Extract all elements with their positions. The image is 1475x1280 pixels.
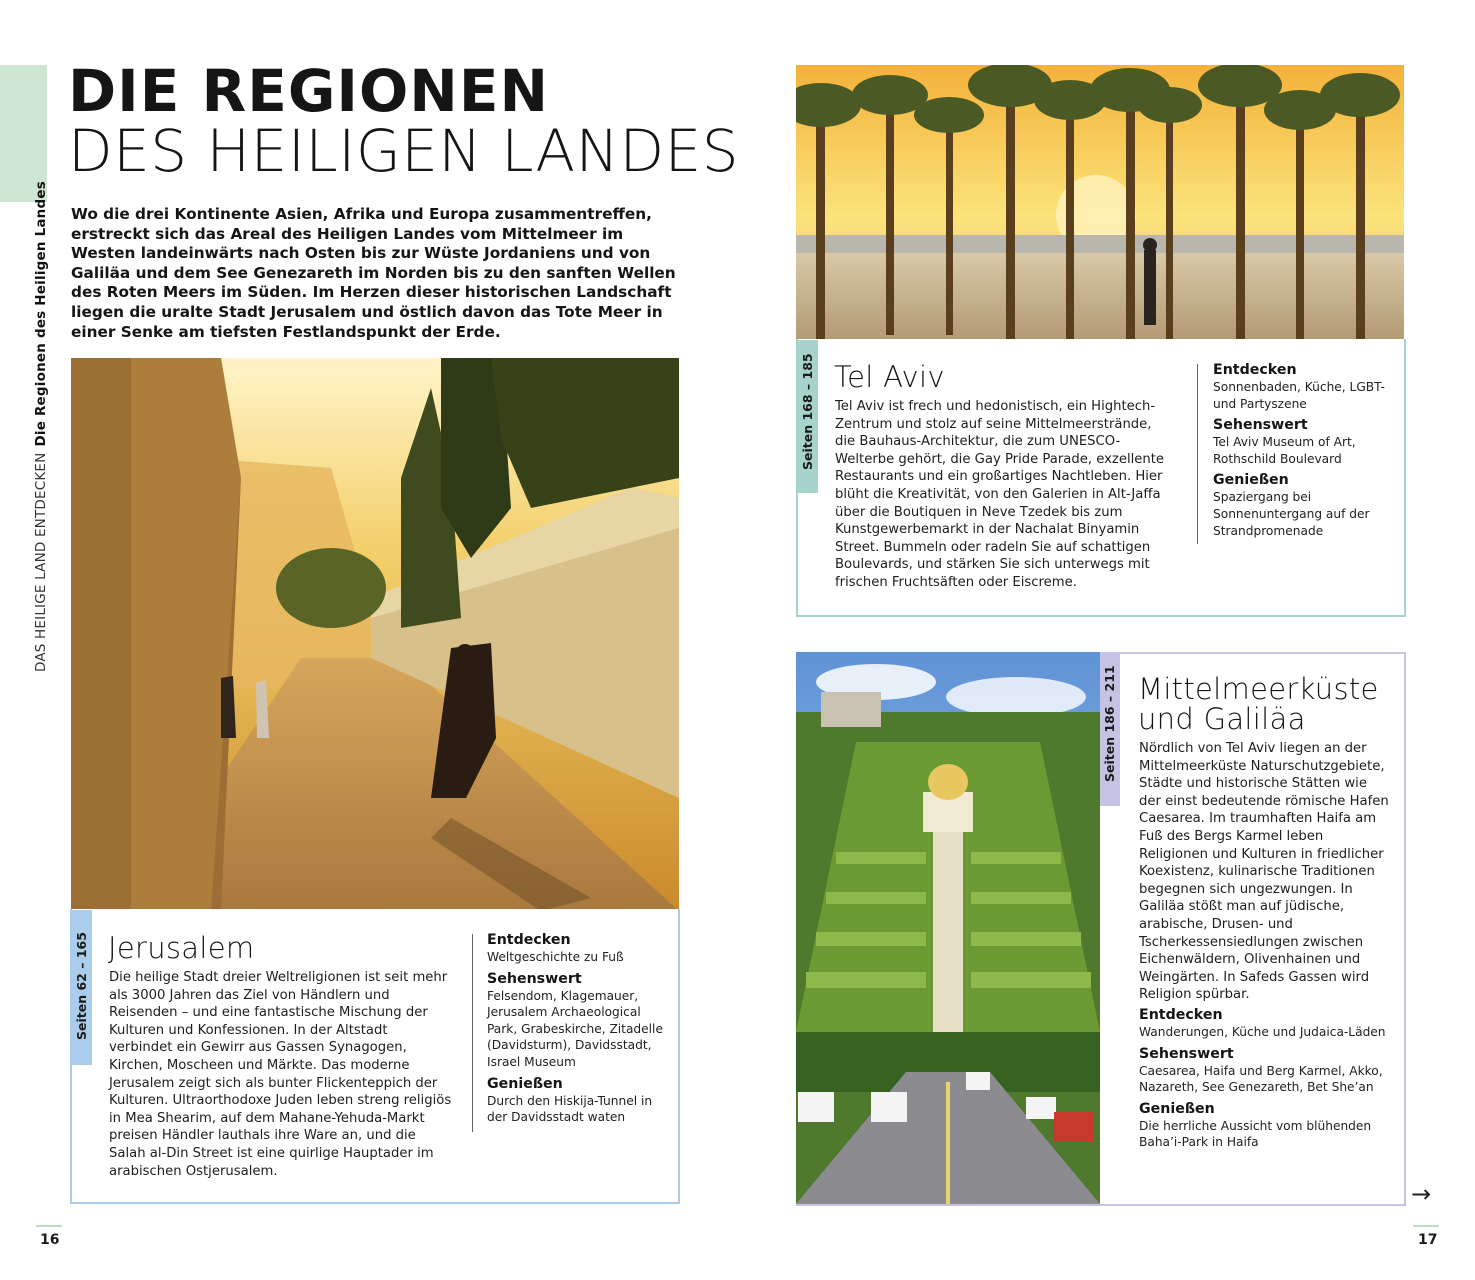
page-left-rule — [36, 1225, 62, 1227]
galilaea-h-entdecken: Entdecken — [1139, 1007, 1223, 1023]
telaviv-divider — [1197, 364, 1198, 544]
running-head — [33, 181, 49, 672]
jerusalem-h-entdecken: Entdecken — [487, 932, 571, 948]
jerusalem-divider — [472, 934, 473, 1132]
jerusalem-h-sehenswert: Sehenswert — [487, 970, 582, 987]
galilaea-pages-label: Seiten 186 – 211 — [1102, 665, 1117, 782]
telaviv-h-geniessen: Genießen — [1213, 472, 1289, 489]
page-title-line2: DES HEILIGEN LANDES — [68, 117, 740, 185]
section-label: Die Regionen des Heiligen Landes — [33, 181, 49, 447]
jerusalem-photo — [71, 358, 679, 911]
galilaea-title-line2: und Galiläa — [1138, 702, 1306, 736]
galilaea-t-entdecken: Wanderungen, Küche und Judaica-Läden — [1139, 1025, 1386, 1039]
haifa-photo — [796, 652, 1100, 1204]
telaviv-h-entdecken: Entdecken — [1213, 362, 1297, 378]
jerusalem-body: Die heilige Stadt dreier Weltreligionen ist seit mehr als 3000 Jahren das Ziel von Händlern und Reisenden – und eine fantastische Mischung der Kulturen und Konfessionen. In der Altstadt verbindet ein Gewirr aus Gassen Synagogen, Kirchen, Moscheen und Märkte. Das moderne Jerusalem zeigt sich als bunter Flickenteppich der Kulturen. Ultraorthodoxe Juden leben streng religiös in Mea Shearim, auf dem Mahane-Yehuda-Markt preisen Händler lauthals ihre Ware an, und die Salah al-Din Street ist eine quirlige Hauptader im arabischen Ostjerusalem. — [109, 970, 452, 1179]
telaviv-h-sehenswert: Sehenswert — [1213, 417, 1308, 434]
galilaea-info — [1139, 1007, 1394, 1156]
jerusalem-info — [487, 932, 667, 1131]
telaviv-t-geniessen: Spaziergang bei Sonnenuntergang auf der Strandpromenade — [1213, 490, 1370, 538]
telaviv-body: Tel Aviv ist frech und hedonistisch, ein Hightech-Zentrum und stolz auf seine Mittelmeerstrände, die Bauhaus-Architektur, die zum UNESCO-Welterbe gehört, die Gay Pride Parade, exzellente Restaurants und ein großartiges Nachtleben. Hier blüht die Kreativität, von den Galerien in Alt-Jaffa über die Boutiquen in Neve Tzedek bis zum Kunstgewerbemarkt in der Nachalat Binyamin Street. Bummeln oder radeln Sie auf schattigen Boulevards, und stärken Sie sich unterwegs mit frischen Fruchtsäften oder Eiscreme. — [835, 399, 1165, 590]
jerusalem-pages-label: Seiten 62 – 165 — [74, 932, 89, 1040]
page-number-right: 17 — [1418, 1232, 1438, 1248]
jerusalem-t-sehenswert: Felsendom, Klagemauer, Jerusalem Archaeological Park, Grabeskirche, Zitadelle (Davidsturm), Davidsstadt, Israel Museum — [487, 988, 663, 1069]
galilaea-title-line1: Mittelmeerküste — [1138, 672, 1379, 706]
galilaea-body: Nördlich von Tel Aviv liegen an der Mittelmeerküste Naturschutzgebiete, Städte und historische Stätten wie der einst bedeutende römische Hafen Caesarea. Im traumhaften Haifa am Fuß des Bergs Karmel leben Religionen und Kulturen in friedlicher Koexistenz, kulinarische Traditionen begegnen sich ungezwungen. In Galiläa stößt man auf jüdische, arabische, Drusen- und Tscherkessensiedlungen zwischen Eichenwäldern, Olivenhainen und Weingärten. In Safeds Gassen wird Religion spürbar. — [1139, 741, 1389, 1003]
chapter-label: DAS HEILIGE LAND ENTDECKEN — [33, 452, 49, 672]
jerusalem-title: Jerusalem — [108, 931, 255, 965]
telaviv-t-sehenswert: Tel Aviv Museum of Art, Rothschild Boulevard — [1213, 435, 1356, 466]
intro-text: Wo die drei Kontinente Asien, Afrika und Europa zusammentreffen, erstreckt sich das Areal des Heiligen Landes vom Mittelmeer im Westen landeinwärts nach Osten bis zur Wüste Jordaniens und von Galiläa und dem See Genezareth im Norden bis zu den sanften Wellen des Roten Meers im Süden. Im Herzen dieser historischen Landschaft liegen die uralte Stadt Jerusalem und östlich davon das Tote Meer in einer Senke am tiefsten Festlandspunkt der Erde. — [71, 205, 676, 341]
jerusalem-t-geniessen: Durch den Hiskija-Tunnel in der Davidsstadt waten — [487, 1093, 653, 1125]
right-arrow-icon[interactable]: → — [1411, 1180, 1432, 1208]
jerusalem-t-entdecken: Weltgeschichte zu Fuß — [487, 950, 624, 964]
page-right-rule — [1413, 1225, 1439, 1227]
galilaea-h-geniessen: Genießen — [1139, 1100, 1215, 1117]
galilaea-t-geniessen: Die herrliche Aussicht vom blühenden Baha’i-Park in Haifa — [1139, 1118, 1372, 1150]
page-title-line1: DIE REGIONEN — [68, 57, 550, 125]
telaviv-photo — [796, 65, 1404, 340]
telaviv-t-entdecken: Sonnenbaden, Küche, LGBT- und Partyszene — [1213, 380, 1385, 411]
telaviv-pages-label: Seiten 168 – 185 — [800, 353, 815, 470]
galilaea-t-sehenswert: Caesarea, Haifa und Berg Karmel, Akko, Nazareth, See Genezareth, Bet She’an — [1139, 1063, 1383, 1095]
telaviv-title: Tel Aviv — [834, 360, 945, 394]
galilaea-h-sehenswert: Sehenswert — [1139, 1045, 1234, 1062]
jerusalem-h-geniessen: Genießen — [487, 1075, 563, 1092]
page-number-left: 16 — [40, 1232, 60, 1248]
telaviv-info — [1213, 362, 1393, 544]
